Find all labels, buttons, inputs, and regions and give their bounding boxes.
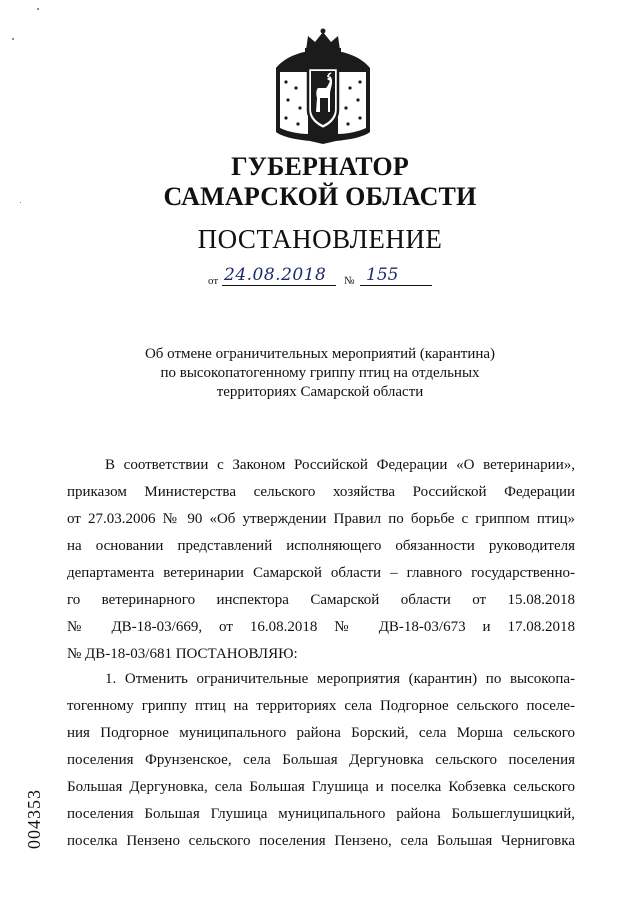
- subject-line: по высокопатогенному гриппу птиц на отдельных: [160, 365, 480, 381]
- date-number-line: [208, 265, 438, 295]
- number-value: 155: [360, 265, 432, 286]
- text-line: поселения Большая Глушица муниципального района Большеглушицкий,: [67, 806, 575, 822]
- authority-title-line2: САМАРСКОЙ ОБЛАСТИ: [163, 182, 477, 211]
- text-line: го ветеринарного инспектора Самарской области от 15.08.2018: [67, 592, 575, 608]
- text-line: приказом Министерства сельского хозяйства Российской Федерации: [67, 484, 575, 500]
- text-line: от 27.03.2006 № 90 «Об утверждении Правил по борьбе с гриппом птиц»: [67, 511, 575, 527]
- date-value: 24.08.2018: [222, 265, 336, 286]
- scan-speck: [37, 8, 39, 10]
- number-prefix: №: [344, 275, 355, 287]
- text-line: поселения Фрунзенское, села Большая Дергуновка сельского поселения: [67, 752, 575, 768]
- text-line: № ДВ-18-03/669, от 16.08.2018 № ДВ-18-03/673 и 17.08.2018: [67, 619, 575, 635]
- document-type: ПОСТАНОВЛЕНИЕ: [197, 224, 443, 254]
- text-line: тогенному гриппу птиц на территориях села Подгорное сельского поселе-: [67, 698, 575, 714]
- text-line: поселка Пензено сельского поселения Пензено, села Большая Черниговка: [67, 833, 575, 849]
- subject-line: территориях Самарской области: [216, 384, 424, 400]
- text-line: департамента ветеринарии Самарской области – главного государственно-: [67, 565, 575, 581]
- date-prefix: от: [208, 275, 219, 287]
- scan-speck: [12, 38, 14, 40]
- preamble-paragraph: [67, 452, 575, 668]
- subject-line: Об отмене ограничительных мероприятий (карантина): [144, 346, 496, 362]
- item-1-paragraph: [67, 666, 575, 855]
- authority-title-line1: ГУБЕРНАТОР: [231, 152, 409, 181]
- text-line: № ДВ-18-03/681 ПОСТАНОВЛЯЮ:: [67, 646, 298, 662]
- text-line: Большая Дергуновка, села Большая Глушица и поселка Кобзевка сельского: [67, 779, 575, 795]
- archive-number: 004353: [24, 789, 44, 849]
- coat-of-arms-icon: [270, 28, 376, 146]
- text-line: 1. Отменить ограничительные мероприятия (карантин) по высокопа-: [105, 671, 575, 687]
- text-line: ния Подгорное муниципального района Борский, села Морша сельского: [67, 725, 575, 741]
- decree-subject: [0, 345, 640, 402]
- text-line: на основании представлений исполняющего обязанности руководителя: [67, 538, 575, 554]
- text-line: В соответствии с Законом Российской Федерации «О ветеринарии»,: [105, 457, 575, 473]
